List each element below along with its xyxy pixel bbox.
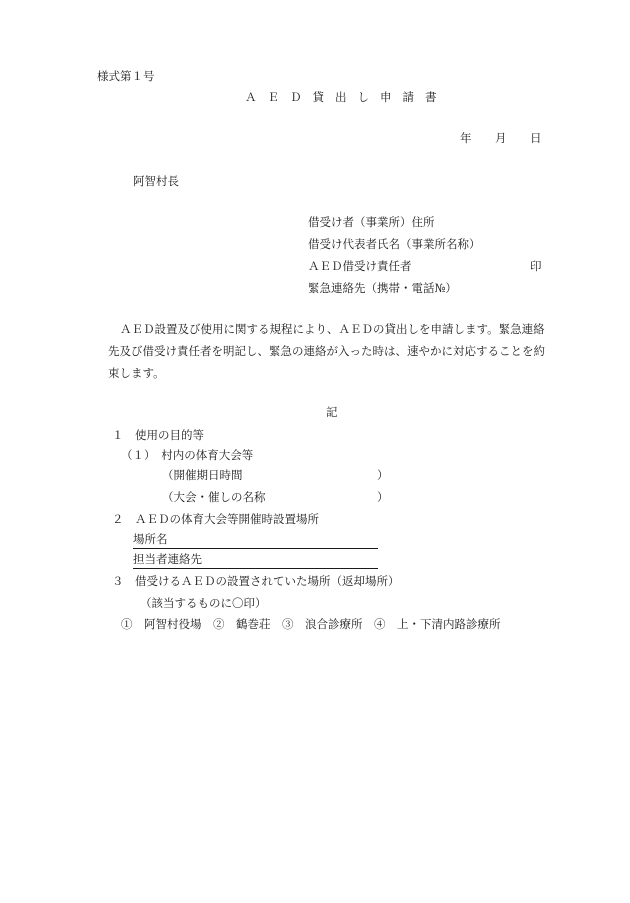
applicant-representative-label: 借受け代表者氏名（事業所名称） <box>308 237 481 251</box>
section-2-title: ２ ＡＥＤの体育大会等開催時設置場所 <box>112 512 319 526</box>
date-month-label: 月 <box>495 131 507 145</box>
date-day-label: 日 <box>530 131 542 145</box>
event-name-label: （大会・催しの名称 <box>162 490 266 504</box>
section-3-title: ３ 借受けるＡＥＤの設置されていた場所（返却場所） <box>112 574 400 588</box>
emergency-contact-label: 緊急連絡先（携帯・電話№） <box>308 281 457 295</box>
applicant-address-label: 借受け者（事業所）住所 <box>308 215 435 229</box>
section-1-subtitle: （１） 村内の体育大会等 <box>121 448 254 462</box>
contact-person-field: 担当者連絡先 <box>133 551 378 569</box>
aed-responsible-label: ＡＥＤ借受け責任者 <box>308 259 412 273</box>
return-location-options: ① 阿智村役場 ② 鶴巻荘 ③ 浪合診療所 ④ 上・下清内路診療所 <box>121 617 501 631</box>
section-3-note: （該当するものに〇印） <box>140 596 267 610</box>
place-name-field: 場所名 <box>133 531 378 549</box>
form-title: ＡＥＤ貸出し申請書 <box>245 90 448 104</box>
form-number: 様式第１号 <box>97 69 155 83</box>
seal-mark: 印 <box>530 259 542 273</box>
date-year-label: 年 <box>460 131 472 145</box>
event-datetime-close: ） <box>377 468 389 482</box>
event-datetime-label: （開催期日時間 <box>162 468 243 482</box>
event-name-close: ） <box>377 490 389 504</box>
request-statement-text: ＡＥＤ設置及び使用に関する規程により、ＡＥＤの貸出しを申請します。緊急連絡先及び借受け責任者を明記し、緊急の連絡が入った時は、速やかに対応することを約束します。 <box>108 322 545 380</box>
request-statement <box>108 318 554 384</box>
ki-heading: 記 <box>326 405 338 419</box>
addressee: 阿智村長 <box>133 174 179 188</box>
section-1-title: １ 使用の目的等 <box>112 428 204 442</box>
